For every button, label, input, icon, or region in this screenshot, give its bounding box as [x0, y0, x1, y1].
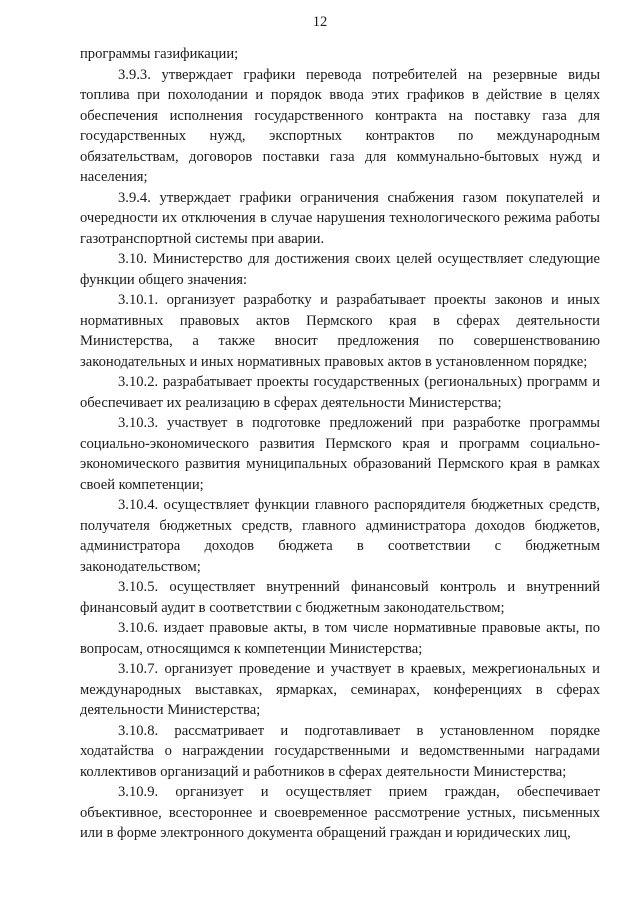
paragraph-3-10-5: 3.10.5. осуществляет внутренний финансовый контроль и внутренний финансовый аудит в соответствии с бюджетным законодательством;: [80, 579, 600, 616]
paragraph-3-10-3: 3.10.3. участвует в подготовке предложений при разработке программы социально-экономического развития Пермского края и программ социально-экономического развития муниципальных образований Пермского края в рамках своей компетенции;: [80, 415, 600, 493]
document-body: [80, 44, 600, 844]
paragraph-3-10-6: 3.10.6. издает правовые акты, в том числе нормативные правовые акты, по вопросам, относящимся к компетенции Министерства;: [80, 620, 600, 657]
paragraph-continuation: программы газификации;: [80, 46, 239, 62]
paragraph-3-10-9: 3.10.9. организует и осуществляет прием граждан, обеспечивает объективное, всестороннее и своевременное рассмотрение устных, письменных или в форме электронного документа обращений граждан и юридических лиц,: [80, 784, 600, 841]
paragraph-3-10-8: 3.10.8. рассматривает и подготавливает в установленном порядке ходатайства о награждении государственными и ведомственными наградами коллективов организаций и работников в сферах деятельности Министерства;: [80, 722, 600, 780]
paragraph-3-10: 3.10. Министерство для достижения своих целей осуществляет следующие функции общего значения:: [80, 251, 600, 288]
paragraph-3-9-3: 3.9.3. утверждает графики перевода потребителей на резервные виды топлива при похолодании и порядок ввода этих графиков в действие в целях обеспечения исполнения государственного контракта на поставку газа для государственных нужд, экспортных контрактов по международным обязательствам, договоров поставки газа для коммунально-бытовых нужд и населения;: [80, 66, 600, 185]
paragraph-3-10-7: 3.10.7. организует проведение и участвует в краевых, межрегиональных и международных выставках, ярмарках, семинарах, конференциях в сферах деятельности Министерства;: [80, 661, 600, 718]
page-number: 12: [312, 14, 328, 30]
paragraph-3-10-4: 3.10.4. осуществляет функции главного распорядителя бюджетных средств, получателя бюджетных средств, главного администратора доходов бюджетов, администратора доходов бюджета в соответствии с бюджетным законодательством;: [80, 497, 600, 575]
paragraph-3-9-4: 3.9.4. утверждает графики ограничения снабжения газом покупателей и очередности их отключения в случае нарушения технологического режима работы газотранспортной системы при аварии.: [80, 189, 600, 247]
paragraph-3-10-2: 3.10.2. разрабатывает проекты государственных (региональных) программ и обеспечивает их реализацию в сферах деятельности Министерства;: [80, 374, 600, 411]
paragraph-3-10-1: 3.10.1. организует разработку и разрабатывает проекты законов и иных нормативных правовых актов Пермского края в сферах деятельности Министерства, а также вносит предложения по совершенствованию законодательных и иных нормативных правовых актов в установленном порядке;: [80, 292, 600, 370]
